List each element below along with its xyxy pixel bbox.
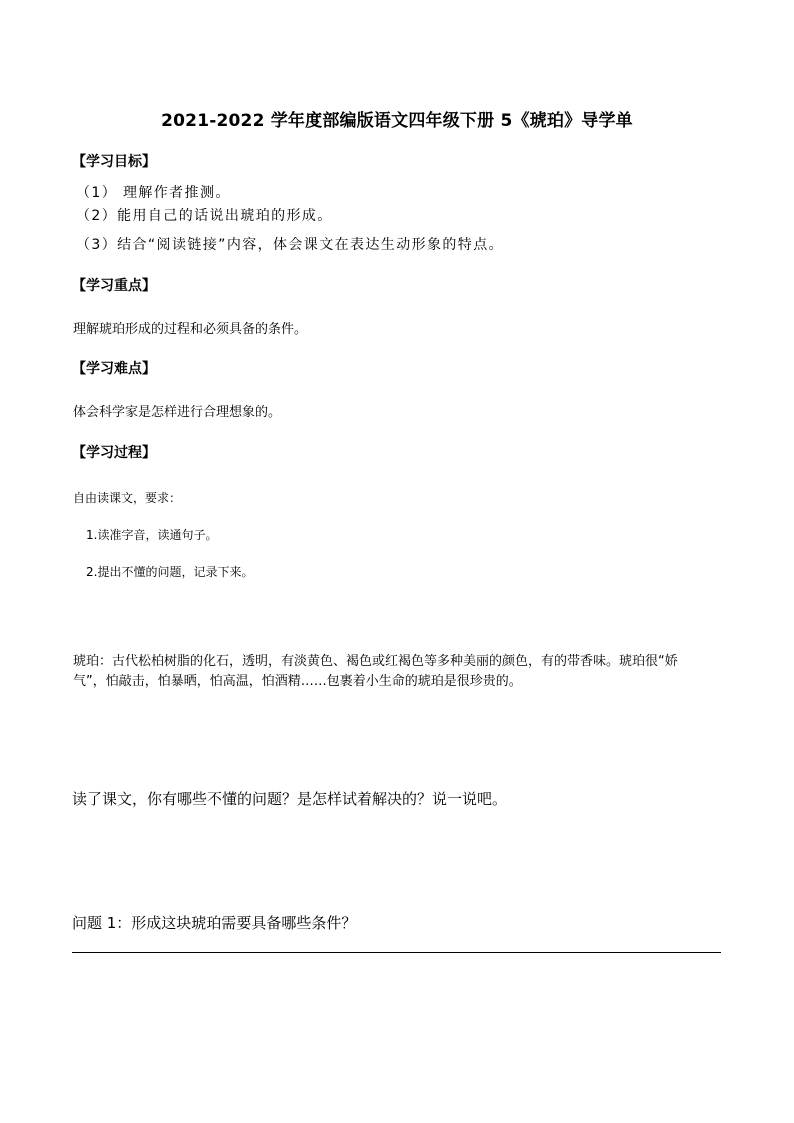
requirement-item-1: 1.读准字音，读通句子。 xyxy=(86,528,218,542)
key-points-heading: 【学习重点】 xyxy=(72,278,156,294)
discussion-prompt: 读了课文，你有哪些不懂的问题？是怎样试着解决的？说一说吧。 xyxy=(72,790,508,808)
amber-definition-line-2: 气”，怕敲击，怕暴晒，怕高温，怕酒精……包裹着小生命的琥珀是很珍贵的。 xyxy=(73,674,522,689)
difficulties-heading: 【学习难点】 xyxy=(72,361,156,377)
objective-item-2: （2）能用自己的话说出琥珀的形成。 xyxy=(76,208,333,224)
answer-line[interactable] xyxy=(72,952,721,953)
process-heading: 【学习过程】 xyxy=(72,445,156,461)
question-1: 问题 1：形成这块琥珀需要具备哪些条件？ xyxy=(72,914,357,932)
document-title: 2021-2022 学年度部编版语文四年级下册 5《琥珀》导学单 xyxy=(161,111,633,131)
reading-intro: 自由读课文，要求： xyxy=(73,491,182,505)
difficulties-text: 体会科学家是怎样进行合理想象的。 xyxy=(73,405,282,420)
amber-definition-line-1: 琥珀：古代松柏树脂的化石，透明，有淡黄色、褐色或红褐色等多种美丽的颜色，有的带香味。琥珀很“娇 xyxy=(73,654,678,669)
requirement-item-2: 2.提出不懂的问题，记录下来。 xyxy=(86,565,254,579)
objectives-heading: 【学习目标】 xyxy=(72,154,156,170)
objective-item-3: （3）结合“阅读链接”内容，体会课文在表达生动形象的特点。 xyxy=(76,237,505,253)
key-points-text: 理解琥珀形成的过程和必须具备的条件。 xyxy=(73,322,308,337)
objective-item-1: （1） 理解作者推测。 xyxy=(76,185,231,201)
